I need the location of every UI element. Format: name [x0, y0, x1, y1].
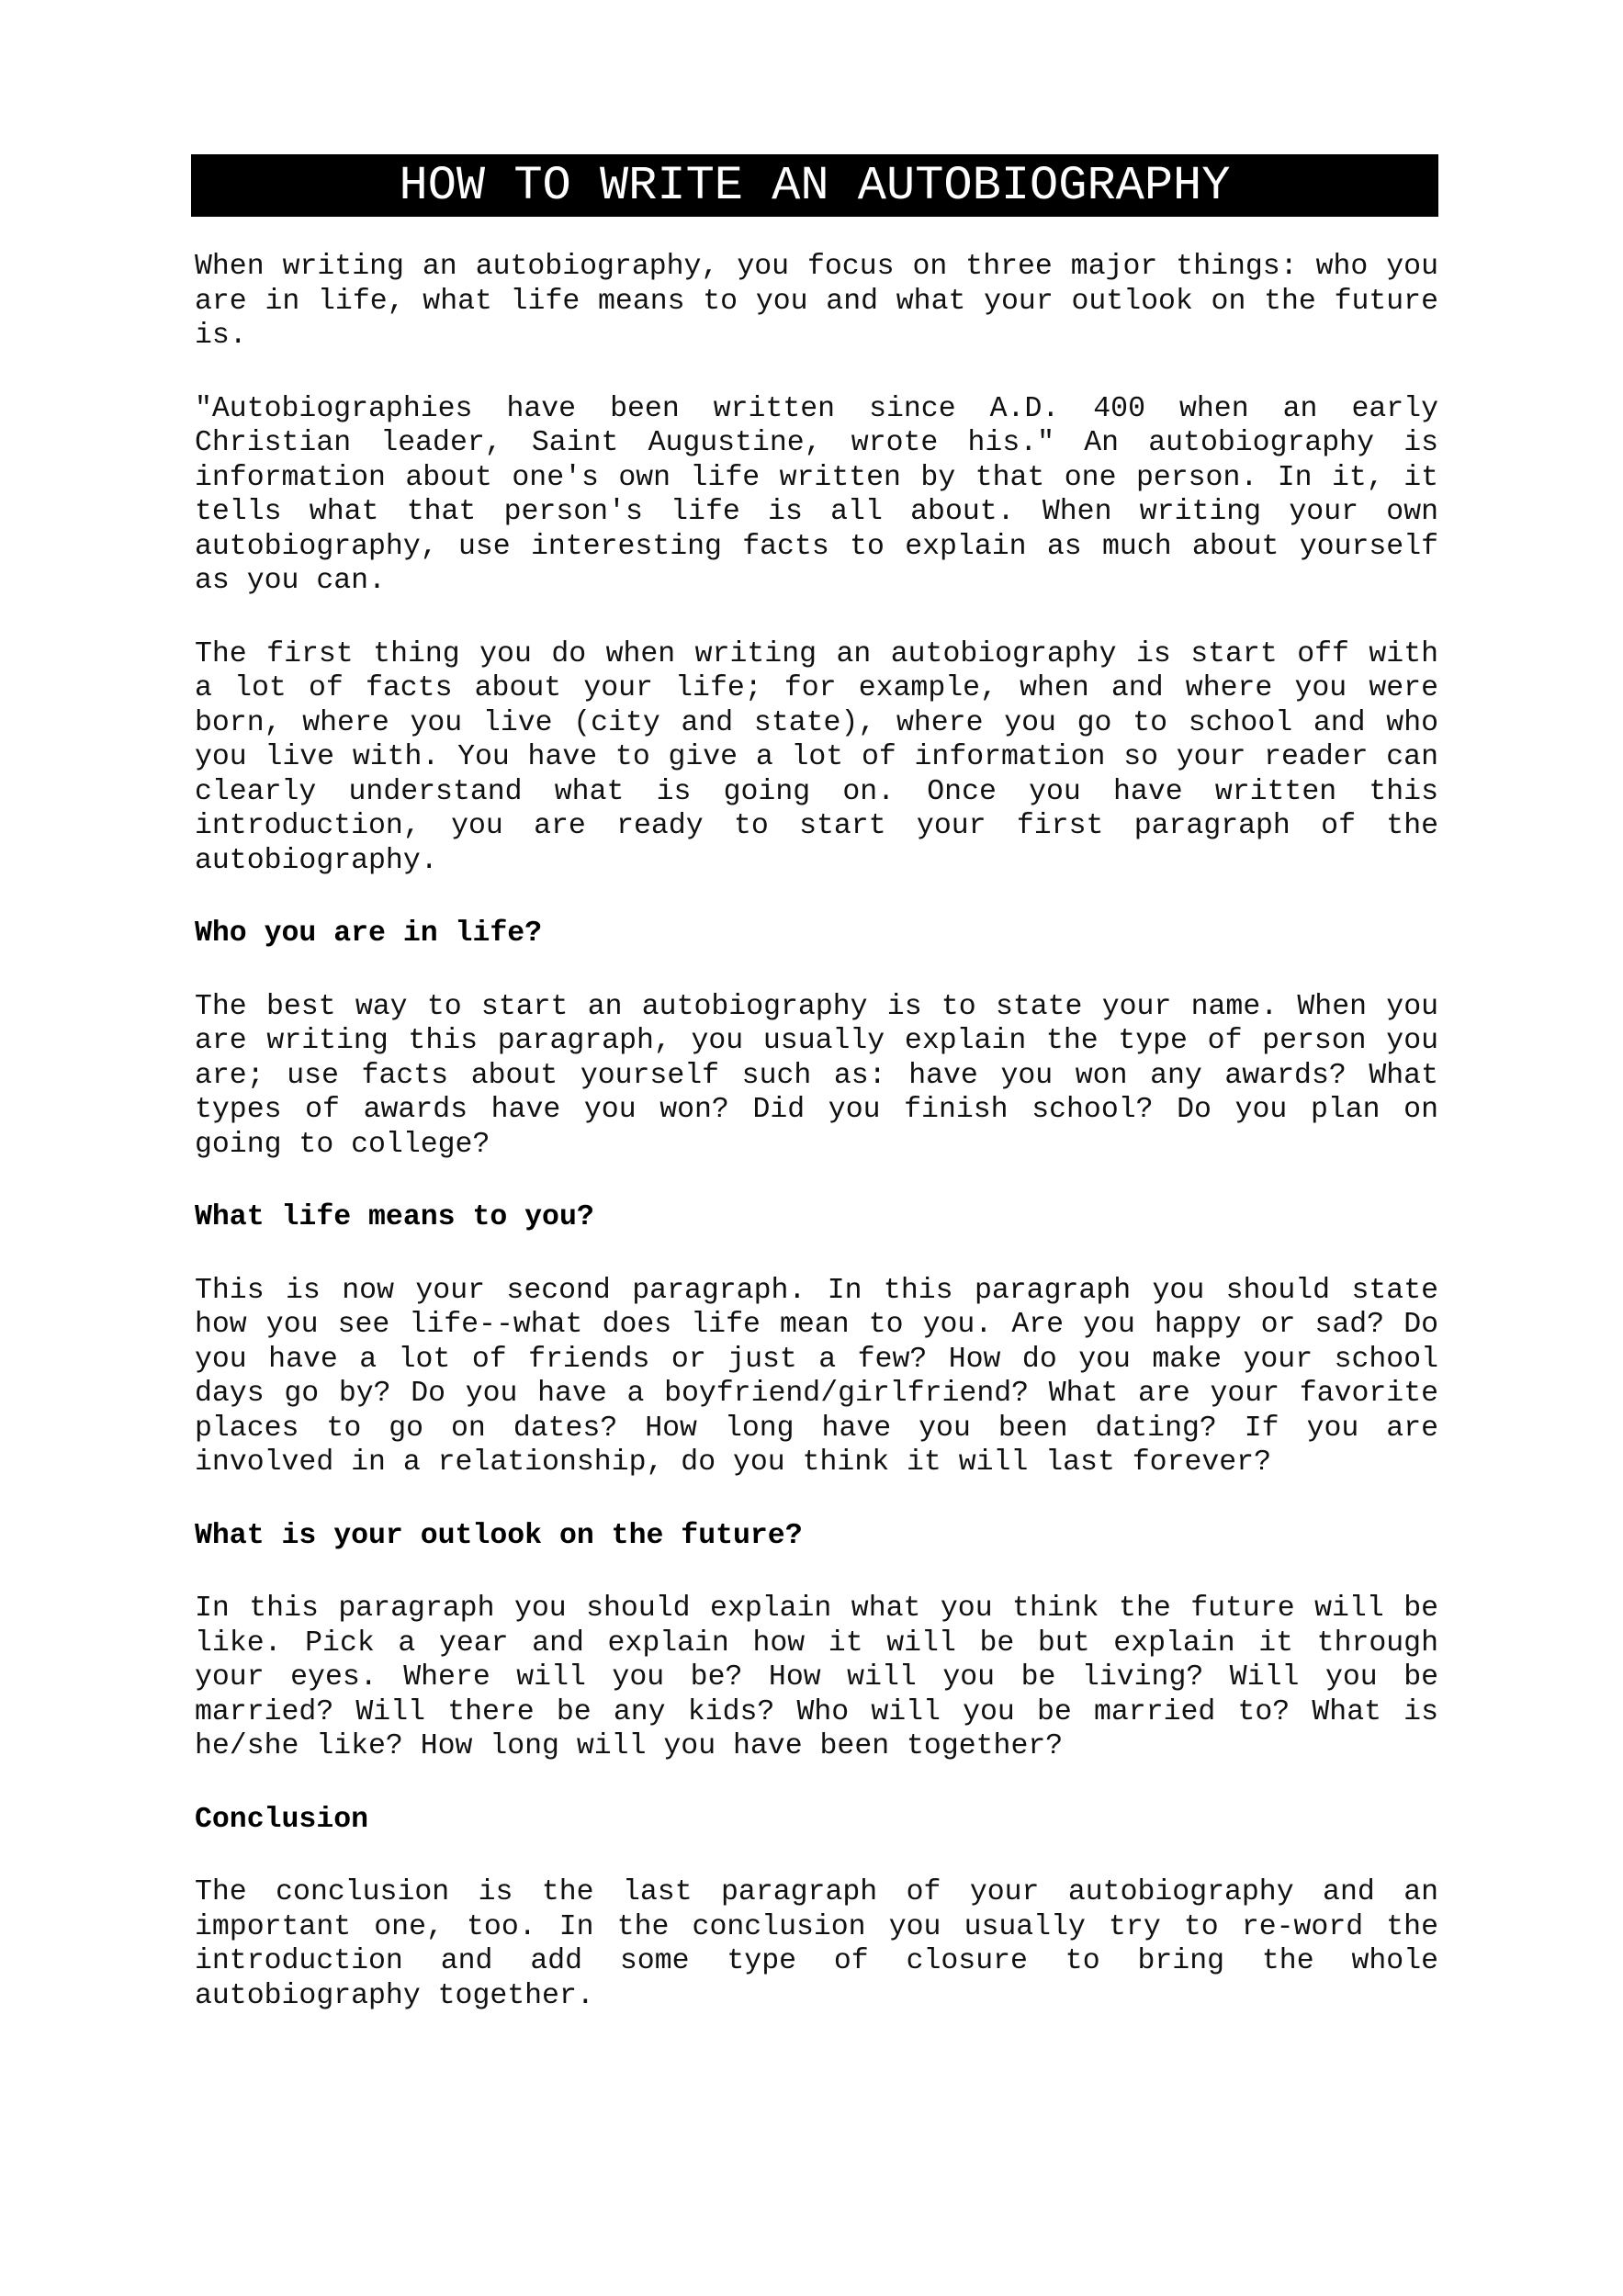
intro-paragraph-2: "Autobiographies have been written since A.D. 400 when an early Christian leader, Saint Augustine, wrote his." An autobiography is information about one's own life written by that one person. In it, it tells what that person's life is all about. When writing your own autobiography, use interesting facts to explain as much about yourself as you can.	[195, 392, 1438, 597]
document-title: HOW TO WRITE AN AUTOBIOGRAPHY	[399, 158, 1231, 213]
section-heading-life-meaning: What life means to you?	[195, 1201, 594, 1233]
section-body-conclusion: The conclusion is the last paragraph of your autobiography and an important one, too. In the conclusion you usually try to re-word the introduction and add some type of closure to bring the whole autobiography together.	[195, 1876, 1438, 2012]
section-body-outlook: In this paragraph you should explain what you think the future will be like. Pick a year and explain how it will be but explain it through your eyes. Where will you be? How will you be living? Will you be married? Will there be any kids? Who will you be married to? What is he/she like? How long will you have been together?	[195, 1593, 1438, 1762]
title-banner	[191, 154, 1438, 217]
section-body-who-you-are: The best way to start an autobiography is to state your name. When you are writing this paragraph, you usually explain the type of person you are; use facts about yourself such as: have you won any awards? What types of awards have you won? Did you finish school? Do you plan on going to college?	[195, 990, 1438, 1161]
section-heading-conclusion: Conclusion	[195, 1803, 369, 1836]
section-body-life-meaning: This is now your second paragraph. In this paragraph you should state how you see life--what does life mean to you. Are you happy or sad? Do you have a lot of friends or just a few? How do you make your school days go by? Do you have a boyfriend/girlfriend? What are your favorite places to go on dates? How long have you been dating? If you are involved in a relationship, do you think it will last forever?	[195, 1274, 1438, 1479]
intro-paragraph-3: The first thing you do when writing an autobiography is start off with a lot of facts about your life; for example, when and where you were born, where you live (city and state), where you go to school and who you live with. You have to give a lot of information so your reader can clearly understand what is going on. Once you have written this introduction, you are ready to start your first paragraph of the autobiography.	[195, 637, 1438, 877]
document-body	[191, 250, 1438, 2013]
section-heading-who-you-are: Who you are in life?	[195, 917, 543, 950]
document-page	[191, 154, 1438, 2052]
section-heading-outlook: What is your outlook on the future?	[195, 1519, 803, 1552]
intro-paragraph-1: When writing an autobiography, you focus on three major things: who you are in life, what life means to you and what your outlook on the future is.	[195, 251, 1438, 352]
